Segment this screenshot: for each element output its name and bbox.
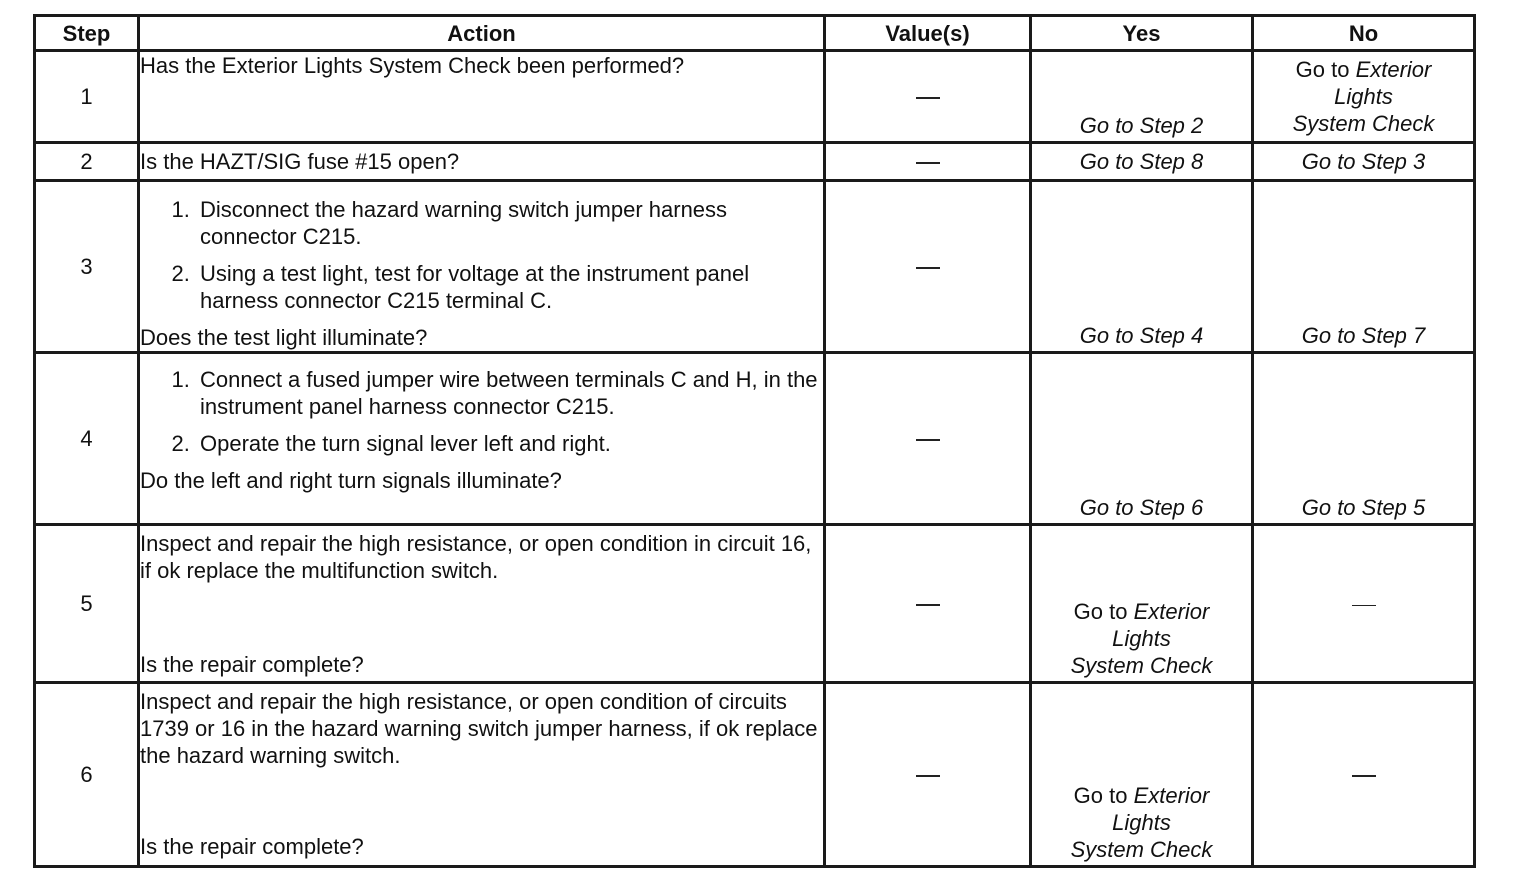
step-number: 4 <box>35 353 139 525</box>
yes-cell[interactable] <box>1031 525 1253 683</box>
no-link-part[interactable]: Exterior <box>1355 57 1432 82</box>
action-step-item: 2. Operate the turn signal lever left and right. <box>196 430 823 457</box>
yes-cell[interactable] <box>1031 51 1253 143</box>
header-action: Action <box>139 16 825 51</box>
action-question: Is the repair complete? <box>140 834 364 859</box>
table-row <box>35 683 1475 867</box>
action-cell <box>139 51 825 143</box>
header-step: Step <box>35 16 139 51</box>
header-row <box>35 16 1475 51</box>
value-cell <box>825 683 1031 867</box>
dash-mark <box>916 267 940 269</box>
no-prefix: Go to <box>1295 57 1350 82</box>
value-cell <box>825 353 1031 525</box>
action-question: Does the test light illuminate? <box>140 325 428 350</box>
yes-link[interactable]: Go to Step 6 <box>1079 495 1204 520</box>
table-row <box>35 525 1475 683</box>
dash-mark <box>1352 605 1376 606</box>
yes-link[interactable]: Go to Step 2 <box>1079 113 1204 138</box>
step-number: 6 <box>35 683 139 867</box>
action-cell <box>139 683 825 867</box>
no-cell[interactable] <box>1253 181 1475 353</box>
yes-cell[interactable] <box>1031 683 1253 867</box>
action-step-item: 1. Disconnect the hazard warning switch jumper harness connector C215. <box>196 196 823 250</box>
value-cell <box>825 525 1031 683</box>
yes-cell[interactable] <box>1031 143 1253 181</box>
step-number: 1 <box>35 51 139 143</box>
action-text: Has the Exterior Lights System Check been performed? <box>140 53 685 78</box>
action-cell <box>139 143 825 181</box>
action-cell <box>139 353 825 525</box>
yes-link-part[interactable]: System Check <box>1070 837 1213 862</box>
table-row <box>35 143 1475 181</box>
no-link[interactable]: Go to Step 7 <box>1301 323 1426 348</box>
yes-link-part[interactable]: Exterior <box>1133 783 1210 808</box>
dash-mark <box>916 439 940 441</box>
dash-mark <box>916 162 940 164</box>
action-text: Inspect and repair the high resistance, or open condition in circuit 16, if ok replace the multifunction switch. <box>140 531 812 583</box>
table-row <box>35 51 1475 143</box>
value-cell <box>825 181 1031 353</box>
yes-link-part[interactable]: System Check <box>1070 653 1213 678</box>
no-link[interactable]: Go to Step 5 <box>1301 495 1426 520</box>
action-step-item: 2. Using a test light, test for voltage at the instrument panel harness connector C215 terminal C. <box>196 260 823 314</box>
dash-mark <box>916 604 940 606</box>
step-number: 5 <box>35 525 139 683</box>
action-cell <box>139 181 825 353</box>
yes-cell[interactable] <box>1031 353 1253 525</box>
dash-mark <box>1352 775 1376 777</box>
action-steps <box>140 196 823 314</box>
table-row <box>35 181 1475 353</box>
yes-link-part[interactable]: Exterior <box>1133 599 1210 624</box>
action-question: Do the left and right turn signals illuminate? <box>140 468 562 493</box>
yes-link-part[interactable]: Lights <box>1112 810 1171 835</box>
no-cell[interactable] <box>1253 143 1475 181</box>
no-cell <box>1253 525 1475 683</box>
header-yes: Yes <box>1031 16 1253 51</box>
step-number: 2 <box>35 143 139 181</box>
yes-prefix: Go to <box>1073 783 1128 808</box>
yes-link-part[interactable]: Lights <box>1112 626 1171 651</box>
action-question: Is the repair complete? <box>140 652 364 677</box>
table-row <box>35 353 1475 525</box>
no-cell <box>1253 683 1475 867</box>
yes-link[interactable]: Go to Step 8 <box>1079 149 1204 174</box>
action-text: Is the HAZT/SIG fuse #15 open? <box>140 149 460 174</box>
dash-mark <box>916 97 940 99</box>
no-cell[interactable] <box>1253 353 1475 525</box>
yes-prefix: Go to <box>1073 599 1128 624</box>
no-link-part[interactable]: Lights <box>1334 84 1393 109</box>
step-number: 3 <box>35 181 139 353</box>
action-cell <box>139 525 825 683</box>
no-link-part[interactable]: System Check <box>1292 111 1435 136</box>
yes-cell[interactable] <box>1031 181 1253 353</box>
header-no: No <box>1253 16 1475 51</box>
diagnostic-table <box>33 14 1476 868</box>
action-step-item: 1. Connect a fused jumper wire between terminals C and H, in the instrument panel harness connector C215. <box>196 366 823 420</box>
dash-mark <box>916 775 940 777</box>
value-cell <box>825 143 1031 181</box>
yes-link[interactable]: Go to Step 4 <box>1079 323 1204 348</box>
action-text: Inspect and repair the high resistance, or open condition of circuits 1739 or 16 in the hazard warning switch jumper harness, if ok replace the hazard warning switch. <box>140 689 818 768</box>
value-cell <box>825 51 1031 143</box>
no-link[interactable]: Go to Step 3 <box>1301 149 1426 174</box>
no-cell[interactable] <box>1253 51 1475 143</box>
header-values: Value(s) <box>825 16 1031 51</box>
action-steps <box>140 366 823 457</box>
